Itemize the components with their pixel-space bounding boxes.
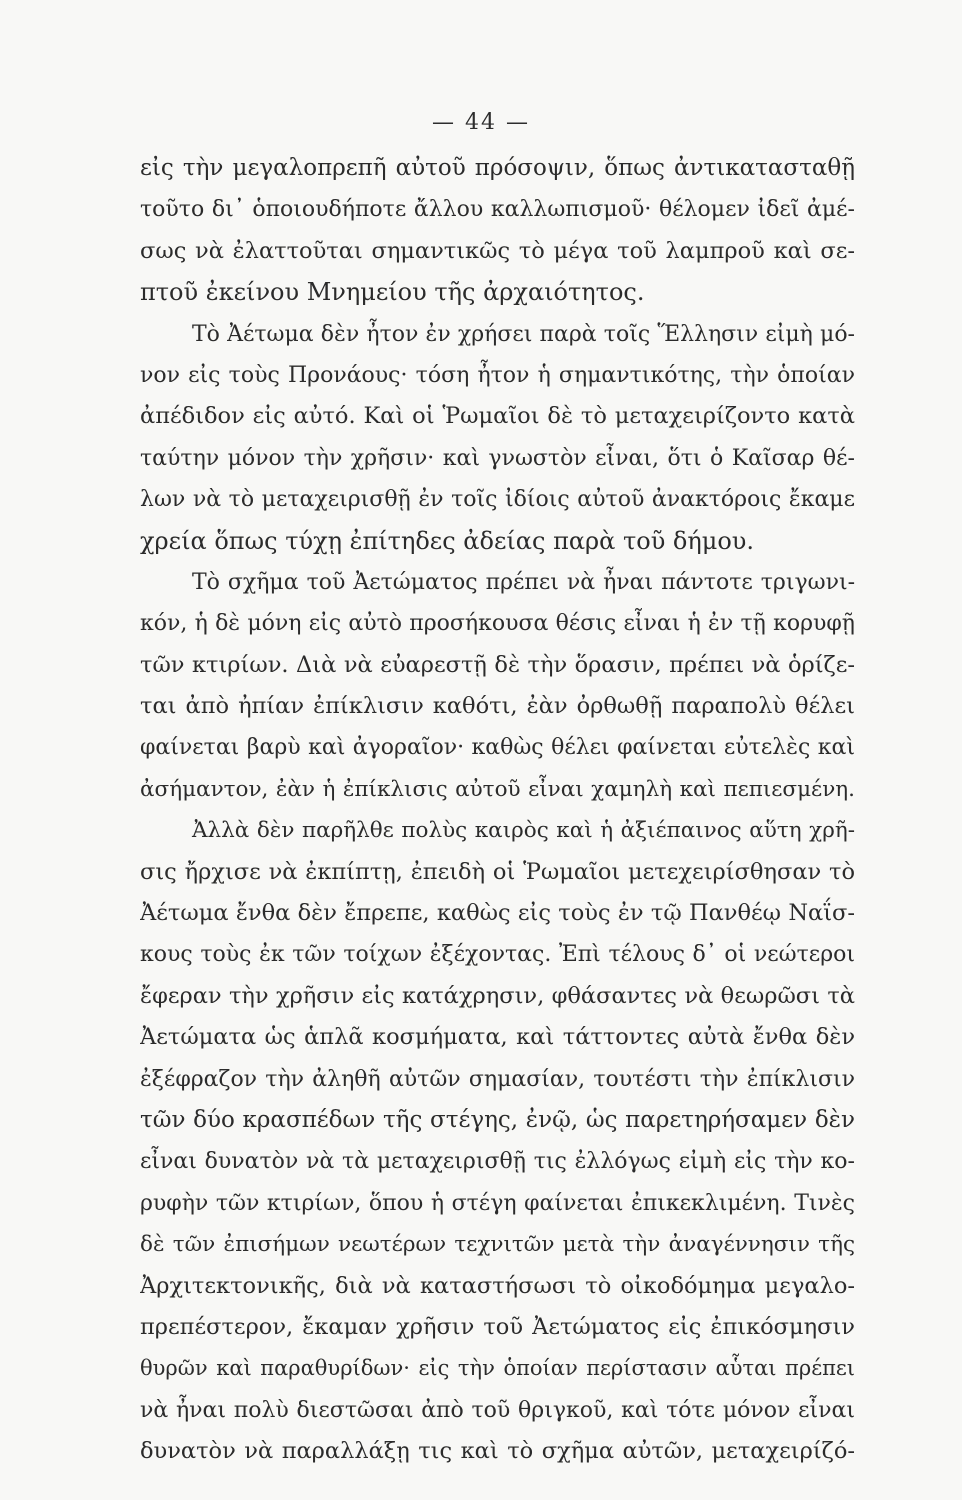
text-line: πρεπέστερον, ἔκαμαν χρῆσιν τοῦ Ἀετώματος εἰς ἐπικόσμησιν: [140, 1313, 855, 1340]
text-line: νον εἰς τοὺς Προνάους· τόση ἦτον ἡ σημαντικότης, τὴν ὁποίαν: [140, 362, 855, 388]
text-line: τῶν κτιρίων. Διὰ νὰ εὐαρεστῇ δὲ τὴν ὅρασιν, πρέπει νὰ ὁρίζε-: [140, 651, 855, 678]
text-line: δὲ τῶν ἐπισήμων νεωτέρων τεχνιτῶν μετὰ τὴν ἀναγέννησιν τῆς: [140, 1232, 855, 1258]
text-line: λων νὰ τὸ μεταχειρισθῇ ἐν τοῖς ἰδίοις αὐτοῦ ἀνακτόροις ἔκαμε: [140, 487, 855, 513]
text-line: Ἀέτωμα ἔνθα δὲν ἔπρεπε, καθὼς εἰς τοὺς ἐν τῷ Πανθέῳ Ναΐσ-: [140, 900, 855, 927]
text-line: Ἀρχιτεκτονικῆς, διὰ νὰ καταστήσωσι τὸ οἰκοδόμημα μεγαλο-: [140, 1272, 855, 1299]
text-line: φαίνεται βαρὺ καὶ ἀγοραῖον· καθὼς θέλει φαίνεται εὐτελὲς καὶ: [140, 735, 855, 761]
text-line: πτοῦ ἐκείνου Μνημείου τῆς ἀρχαιότητος.: [140, 278, 645, 307]
text-line: σως νὰ ἐλαττοῦται σημαντικῶς τὸ μέγα τοῦ λαμπροῦ καὶ σε-: [140, 237, 855, 264]
text-line: ται ἀπὸ ἠπίαν ἐπίκλισιν καθότι, ἐὰν ὀρθωθῇ παραπολὺ θέλει: [140, 693, 855, 720]
page-number: — 44 —: [432, 110, 530, 135]
text-line: ἀπέδιδον εἰς αὐτό. Καὶ οἱ Ῥωμαῖοι δὲ τὸ μεταχειρίζοντο κατὰ: [140, 403, 855, 430]
paragraph-first-line: Τὸ σχῆμα τοῦ Ἀετώματος πρέπει νὰ ἦναι πάντοτε τριγωνι-: [192, 569, 855, 595]
text-line: τοῦτο δι᾽ ὁποιουδήποτε ἄλλου καλλωπισμοῦ· θέλομεν ἰδεῖ ἀμέ-: [140, 197, 855, 223]
text-line: εἰς τὴν μεγαλοπρεπῆ αὐτοῦ πρόσοψιν, ὅπως ἀντικατασταθῇ: [140, 155, 855, 181]
text-line: χρεία ὅπως τύχῃ ἐπίτηδες ἀδείας παρὰ τοῦ δήμου.: [140, 526, 755, 555]
body-text: [140, 148, 855, 1473]
paragraph-first-line: Ἀλλὰ δὲν παρῆλθε πολὺς καιρὸς καὶ ἡ ἀξιέπαινος αὕτη χρῆ-: [192, 818, 855, 844]
text-line: θυρῶν καὶ παραθυρίδων· εἰς τὴν ὁποίαν περίστασιν αὗται πρέπει: [140, 1356, 855, 1381]
text-line: δυνατὸν νὰ παραλλάξῃ τις καὶ τὸ σχῆμα αὐτῶν, μεταχειρίζό-: [140, 1438, 855, 1465]
text-line: νὰ ἦναι πολὺ διεστῶσαι ἀπὸ τοῦ θριγκοῦ, καὶ τότε μόνον εἶναι: [140, 1397, 855, 1423]
text-line: Ἀετώματα ὡς ἁπλᾶ κοσμήματα, καὶ τάττοντες αὐτὰ ἔνθα δὲν: [140, 1024, 855, 1051]
text-line: τῶν δύο κρασπέδων τῆς στέγης, ἐνῷ, ὡς παρετηρήσαμεν δὲν: [140, 1106, 855, 1133]
text-line: κους τοὺς ἐκ τῶν τοίχων ἐξέχοντας. Ἐπὶ τέλους δ᾽ οἱ νεώτεροι: [140, 942, 855, 968]
text-line: σις ἤρχισε νὰ ἐκπίπτῃ, ἐπειδὴ οἱ Ῥωμαῖοι μετεχειρίσθησαν τὸ: [140, 858, 855, 885]
text-line: ρυφὴν τῶν κτιρίων, ὅπου ἡ στέγη φαίνεται ἐπικεκλιμένη. Τινὲς: [140, 1190, 855, 1216]
text-line: ἔφεραν τὴν χρῆσιν εἰς κατάχρησιν, φθάσαντες νὰ θεωρῶσι τὰ: [140, 982, 855, 1009]
text-line: κόν, ἡ δὲ μόνη εἰς αὐτὸ προσήκουσα θέσις εἶναι ἡ ἐν τῇ κορυφῇ: [140, 611, 855, 637]
text-line: ἀσήμαντον, ἐὰν ἡ ἐπίκλισις αὐτοῦ εἶναι χαμηλὴ καὶ πεπιεσμένη.: [140, 776, 855, 802]
text-line: ταύτην μόνον τὴν χρῆσιν· καὶ γνωστὸν εἶναι, ὅτι ὁ Καῖσαρ θέ-: [140, 445, 855, 471]
text-line: εἶναι δυνατὸν νὰ τὰ μεταχειρισθῇ τις ἐλλόγως εἰμὴ εἰς τὴν κο-: [140, 1149, 855, 1175]
text-line: ἐξέφραζον τὴν ἀληθῆ αὐτῶν σημασίαν, τουτέστι τὴν ἐπίκλισιν: [140, 1066, 855, 1092]
paragraph-first-line: Τὸ Ἀέτωμα δὲν ἦτον ἐν χρήσει παρὰ τοῖς Ἕλλησιν εἰμὴ μό-: [192, 321, 855, 347]
